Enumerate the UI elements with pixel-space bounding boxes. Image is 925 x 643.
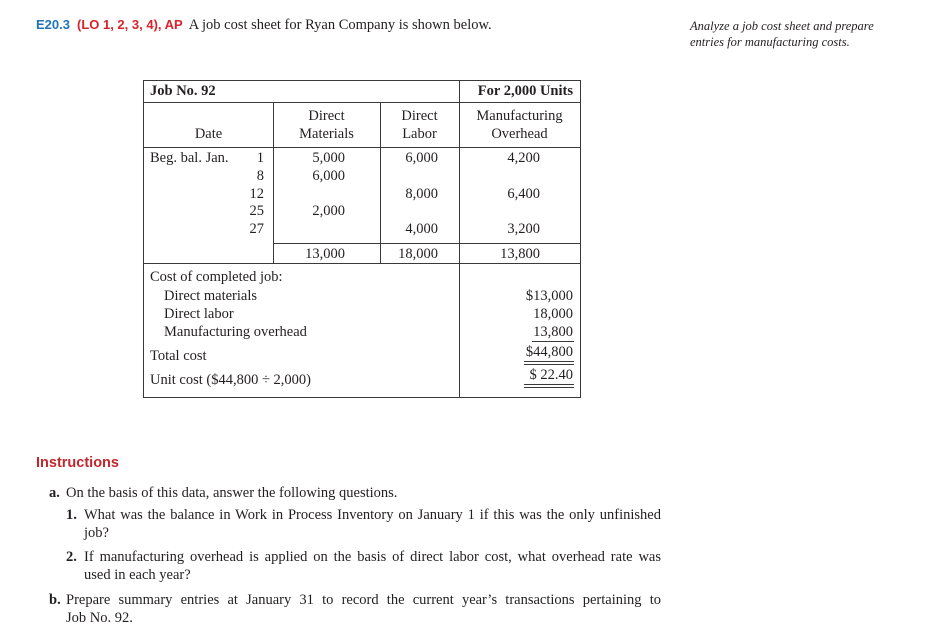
- question-2-text: If manufacturing overhead is applied on the basis of direct labor cost, what overhead rate was: [84, 549, 661, 565]
- direct-materials-cell: 6,000: [312, 168, 345, 184]
- row-day: 27: [249, 221, 264, 237]
- overhead-cell: 4,200: [507, 150, 540, 166]
- header-direct-labor: Labor: [402, 126, 437, 142]
- direct-labor-cell: 4,000: [405, 221, 438, 237]
- part-a-marker: a.: [49, 485, 60, 501]
- question-1-text: job?: [84, 525, 109, 541]
- direct-materials-cell: 2,000: [312, 203, 345, 219]
- summary-item-amount: 13,800: [533, 324, 573, 340]
- exercise-headline: [36, 16, 492, 34]
- direct-labor-cell: 6,000: [405, 150, 438, 166]
- header-direct-labor: Direct: [401, 108, 438, 124]
- header-date: Date: [194, 126, 223, 142]
- total-cost-amount: $44,800: [525, 344, 573, 360]
- margin-note-line: entries for manufacturing costs.: [690, 35, 850, 49]
- summary-item-amount: $13,000: [525, 288, 573, 304]
- double-underline: [524, 387, 574, 388]
- direct-materials-cell: 5,000: [312, 150, 345, 166]
- overhead-cell: 3,200: [507, 221, 540, 237]
- learning-objectives: (LO 1, 2, 3, 4), AP: [76, 17, 183, 32]
- question-1-marker: 1.: [66, 507, 77, 523]
- instructions-heading: Instructions: [36, 455, 119, 471]
- question-2-text: used in each year?: [84, 567, 191, 583]
- direct-labor-total: 18,000: [398, 246, 438, 262]
- margin-note: [690, 18, 874, 50]
- summary-heading: Cost of completed job:: [150, 269, 283, 285]
- row-day: 25: [249, 203, 264, 219]
- part-b-text: Prepare summary entries at January 31 to record the current year’s transactions pertaining to: [66, 592, 661, 608]
- summary-item-amount: 18,000: [533, 306, 573, 322]
- units-label: For 2,000 Units: [477, 83, 573, 99]
- part-b-text: Job No. 92.: [66, 610, 133, 626]
- job-cost-sheet: [143, 80, 581, 398]
- direct-labor-cell: 8,000: [405, 186, 438, 202]
- header-manufacturing-overhead: Manufacturing: [476, 108, 563, 124]
- job-number: Job No. 92: [150, 83, 216, 99]
- summary-item-label: Direct materials: [164, 288, 257, 304]
- sum-underline: [532, 341, 574, 342]
- row-day: 8: [256, 168, 264, 184]
- beginning-balance-label: Beg. bal. Jan.: [150, 150, 229, 166]
- table-rule: [144, 102, 580, 103]
- total-cost-label: Total cost: [150, 348, 207, 364]
- exercise-number: E20.3: [36, 17, 70, 32]
- part-b-marker: b.: [49, 592, 61, 608]
- double-underline: [524, 364, 574, 365]
- summary-item-label: Direct labor: [164, 306, 234, 322]
- table-rule: [144, 263, 580, 264]
- header-manufacturing-overhead: Overhead: [491, 126, 548, 142]
- question-1-text: What was the balance in Work in Process Inventory on January 1 if this was the only unfinished: [84, 507, 661, 523]
- direct-materials-total: 13,000: [305, 246, 345, 262]
- header-direct-materials: Direct: [308, 108, 345, 124]
- totals-rule: [273, 243, 580, 244]
- unit-cost-label: Unit cost ($44,800 ÷ 2,000): [150, 372, 312, 388]
- part-a-text: On the basis of this data, answer the following questions.: [66, 485, 398, 501]
- question-2-marker: 2.: [66, 549, 77, 565]
- unit-cost-amount: $ 22.40: [529, 367, 573, 383]
- header-direct-materials: Materials: [299, 126, 354, 142]
- exercise-intro: A job cost sheet for Ryan Company is shown below.: [188, 17, 492, 33]
- double-underline: [524, 384, 574, 385]
- double-underline: [524, 361, 574, 362]
- row-day: 12: [249, 186, 264, 202]
- summary-item-label: Manufacturing overhead: [164, 324, 307, 340]
- table-rule: [144, 147, 580, 148]
- margin-note-line: Analyze a job cost sheet and prepare: [690, 19, 874, 33]
- overhead-cell: 6,400: [507, 186, 540, 202]
- overhead-total: 13,800: [500, 246, 540, 262]
- row-day: 1: [256, 150, 264, 166]
